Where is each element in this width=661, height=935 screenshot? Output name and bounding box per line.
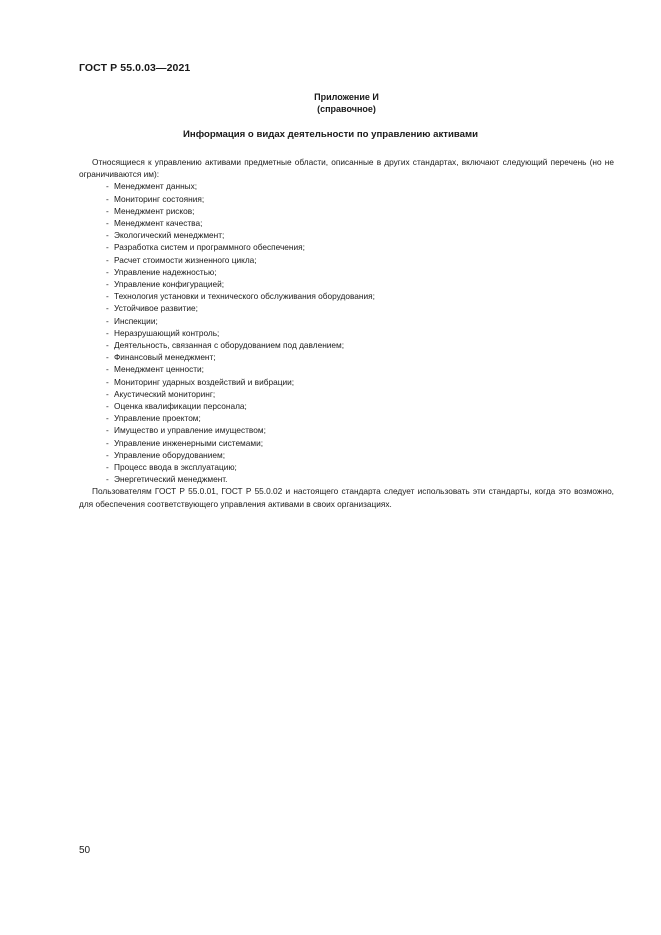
list-marker: - — [106, 181, 109, 192]
list-item-text: Управление оборудованием; — [114, 449, 226, 460]
list-item-text: Мониторинг ударных воздействий и вибрации; — [114, 376, 295, 387]
list-marker: - — [106, 474, 109, 485]
list-item — [79, 449, 614, 461]
list-item-text: Деятельность, связанная с оборудованием под давлением; — [114, 340, 345, 351]
list-marker: - — [106, 376, 109, 387]
list-item-text: Энергетический менеджмент. — [114, 474, 228, 485]
list-item-text: Менеджмент ценности; — [114, 364, 204, 375]
list-item-text: Неразрушающий контроль; — [114, 327, 220, 338]
list-item — [79, 461, 614, 473]
list-marker: - — [106, 340, 109, 351]
annex-type: (справочное) — [317, 104, 376, 114]
list-item — [79, 437, 614, 449]
list-item — [79, 193, 614, 205]
list-item — [79, 315, 614, 327]
list-marker: - — [106, 315, 109, 326]
list-item — [79, 254, 614, 266]
list-item-text: Менеджмент данных; — [114, 181, 198, 192]
list-item-text: Менеджмент качества; — [114, 218, 203, 229]
list-item-text: Управление инженерными системами; — [114, 437, 264, 448]
list-marker: - — [106, 205, 109, 216]
list-marker: - — [106, 364, 109, 375]
list-item — [79, 412, 614, 424]
list-marker: - — [106, 449, 109, 460]
list-item — [79, 424, 614, 436]
list-item-text: Инспекции; — [114, 315, 158, 326]
list-item — [79, 302, 614, 314]
list-marker: - — [106, 327, 109, 338]
list-marker: - — [106, 291, 109, 302]
list-marker: - — [106, 401, 109, 412]
list-item-text: Акустический мониторинг; — [114, 388, 216, 399]
list-item — [79, 241, 614, 253]
list-item — [79, 363, 614, 375]
list-marker: - — [106, 388, 109, 399]
body-content — [79, 156, 614, 510]
list-item-text: Имущество и управление имуществом; — [114, 425, 266, 436]
list-item — [79, 217, 614, 229]
list-item-text: Мониторинг состояния; — [114, 193, 205, 204]
list-item-text: Устойчивое развитие; — [114, 303, 198, 314]
list-item-text: Технология установки и технического обслуживания оборудования; — [114, 291, 375, 302]
list-marker: - — [106, 303, 109, 314]
list-marker: - — [106, 242, 109, 253]
list-item — [79, 351, 614, 363]
list-marker: - — [106, 193, 109, 204]
list-marker: - — [106, 279, 109, 290]
list-marker: - — [106, 218, 109, 229]
list-item-text: Экологический менеджмент; — [114, 230, 225, 241]
list-marker: - — [106, 254, 109, 265]
list-item — [79, 266, 614, 278]
list-item-text: Управление надежностью; — [114, 266, 217, 277]
document-id-header: ГОСТ Р 55.0.03—2021 — [79, 62, 191, 74]
list-item — [79, 229, 614, 241]
section-heading: Информация о видах деятельности по управлению активами — [183, 129, 478, 140]
list-item-text: Расчет стоимости жизненного цикла; — [114, 254, 257, 265]
list-marker: - — [106, 266, 109, 277]
list-item-text: Управление проектом; — [114, 413, 201, 424]
list-item — [79, 327, 614, 339]
list-item — [79, 278, 614, 290]
list-marker: - — [106, 425, 109, 436]
list-item — [79, 180, 614, 192]
list-item-text: Разработка систем и программного обеспечения; — [114, 242, 305, 253]
list-item — [79, 205, 614, 217]
page-number: 50 — [79, 845, 91, 856]
list-item-text: Процесс ввода в эксплуатацию; — [114, 462, 237, 473]
list-marker: - — [106, 462, 109, 473]
list-item-text: Управление конфигурацией; — [114, 279, 225, 290]
list-item-text: Менеджмент рисков; — [114, 205, 195, 216]
list-marker: - — [106, 352, 109, 363]
list-marker: - — [106, 437, 109, 448]
list-item — [79, 290, 614, 302]
list-item — [79, 339, 614, 351]
closing-paragraph: Пользователям ГОСТ Р 55.0.01, ГОСТ Р 55.0.02 и настоящего стандарта следует использовать эти стандарты, когда это возможно, для обеспечения соответствующего управления активами в своих организациях. — [79, 486, 614, 509]
list-item — [79, 376, 614, 388]
activity-list — [79, 180, 614, 485]
intro-paragraph: Относящиеся к управлению активами предметные области, описанные в других стандартах, включают следующий перечень (но не ограничиваются им): — [79, 157, 614, 180]
list-marker: - — [106, 230, 109, 241]
list-item-text: Оценка квалификации персонала; — [114, 401, 247, 412]
list-item — [79, 473, 614, 485]
list-marker: - — [106, 413, 109, 424]
annex-title: Приложение И — [314, 92, 379, 102]
list-item-text: Финансовый менеджмент; — [114, 352, 216, 363]
list-item — [79, 388, 614, 400]
list-item — [79, 400, 614, 412]
